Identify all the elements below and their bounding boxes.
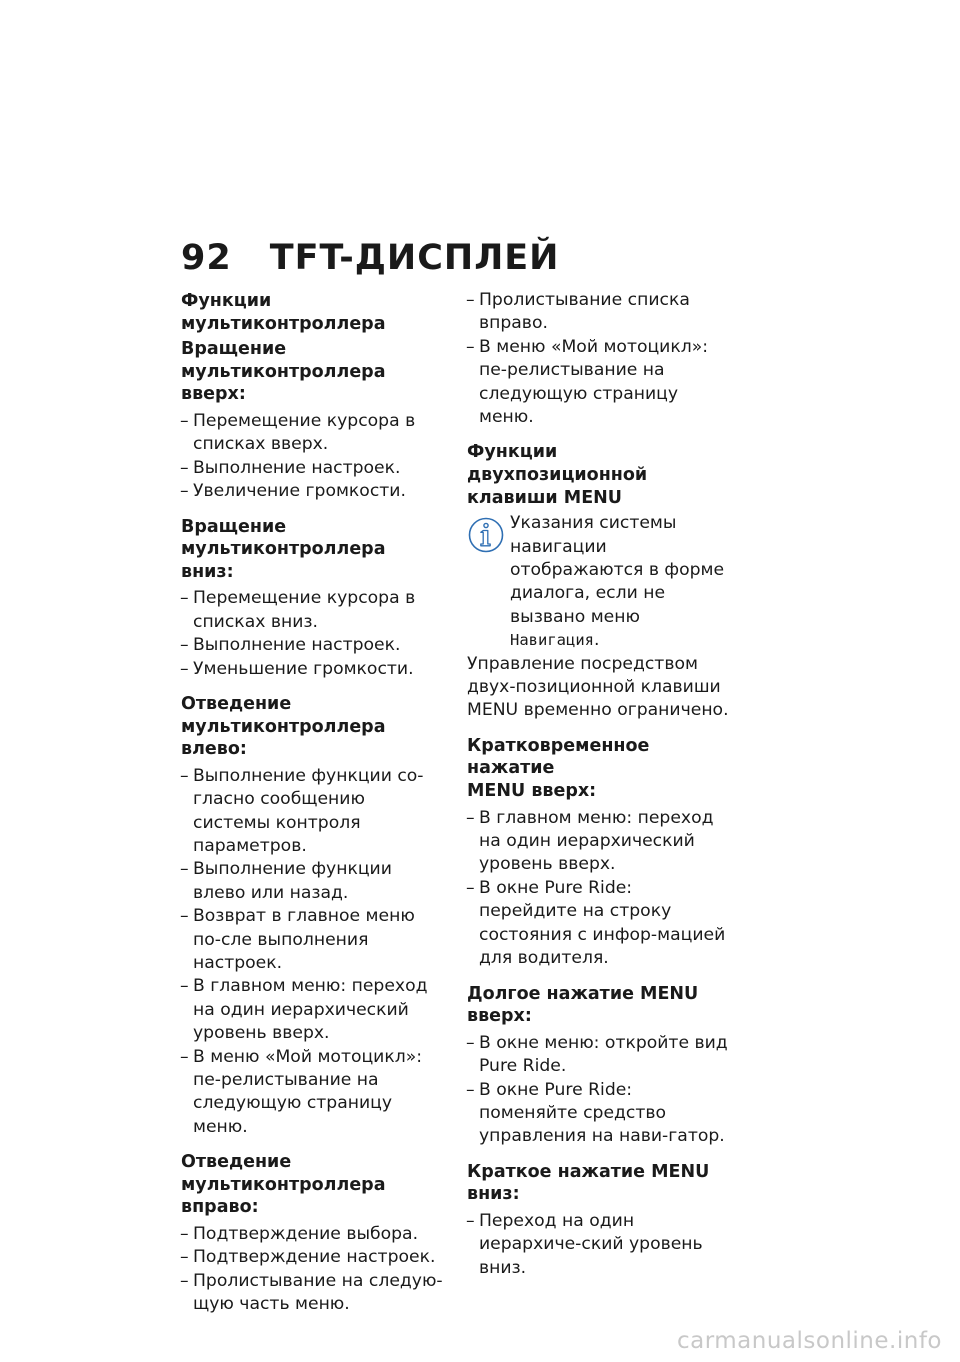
list-item: – В меню «Мой мотоцикл»: пе-релистывание на следующую страницу меню. xyxy=(467,336,729,430)
bullet-list xyxy=(181,587,443,681)
list-item: – В окне Pure Ride: перейдите на строку состояния с инфор-мацией для водителя. xyxy=(467,877,729,971)
note-text: Указания системы навигации отображаются в форме диалога, если не вызвано меню xyxy=(510,513,725,627)
list-item: – Возврат в главное меню по-сле выполнения настроек. xyxy=(181,905,443,975)
right-column xyxy=(467,290,729,1280)
list-item: – Пролистывание на следую-щую часть меню. xyxy=(181,1270,443,1317)
list-item: – В главном меню: переход на один иерархический уровень вверх. xyxy=(181,975,443,1045)
list-item: – В главном меню: переход на один иерархический уровень вверх. xyxy=(467,807,729,877)
list-item: – Пролистывание списка вправо. xyxy=(467,289,729,336)
section-heading: Вращение мультиконтроллера вверх: xyxy=(181,339,386,405)
list-item: – Переход на один иерархиче-ский уровень вниз. xyxy=(467,1210,729,1280)
info-icon xyxy=(467,514,505,554)
bullet-list xyxy=(181,410,443,504)
list-item: – Перемещение курсора в списках вверх. xyxy=(181,410,443,457)
bullet-list xyxy=(181,765,443,1140)
section-heading: Краткое нажатие MENU вниз: xyxy=(467,1161,710,1205)
section-heading: Отведение мультиконтроллера вправо: xyxy=(181,1152,386,1218)
list-item: – Выполнение настроек. xyxy=(181,457,443,480)
section-heading: Вращение мультиконтроллера вниз: xyxy=(181,516,386,582)
note-paragraph: Управление посредством двух-позиционной клавиши MENU временно ограничено. xyxy=(467,653,729,721)
section-heading: Функции двухпозиционной клавиши MENU xyxy=(467,442,648,508)
page-number: 92 xyxy=(181,238,232,278)
left-column xyxy=(181,290,443,1317)
list-item: – Выполнение функции со-гласно сообщению системы контроля параметров. xyxy=(181,765,443,859)
page-header xyxy=(181,238,559,278)
info-note: Указания системы навигации отображаются в форме диалога, если не вызвано меню Навигация. xyxy=(467,512,729,652)
list-item: – Выполнение функции влево или назад. xyxy=(181,858,443,905)
list-item: – Подтверждение выбора. xyxy=(181,1223,443,1246)
section-heading: Кратковременное нажатие MENU вверх: xyxy=(467,735,650,802)
section-heading: Долгое нажатие MENU вверх: xyxy=(467,983,699,1027)
list-item: – В окне меню: откройте вид Pure Ride. xyxy=(467,1032,729,1079)
list-item: – В окне Pure Ride: поменяйте средство управления на нави-гатор. xyxy=(467,1079,729,1149)
bullet-list xyxy=(467,1032,729,1149)
list-item: – Выполнение настроек. xyxy=(181,634,443,657)
bullet-list xyxy=(467,1210,729,1280)
bullet-list xyxy=(181,1223,443,1317)
watermark: carmanualsonline.info xyxy=(676,1328,942,1354)
section-heading: Отведение мультиконтроллера влево: xyxy=(181,694,386,760)
chapter-title: TFT-ДИСПЛЕЙ xyxy=(269,238,560,278)
bullet-list xyxy=(467,289,729,429)
list-item: – В меню «Мой мотоцикл»: пе-релистывание на следующую страницу меню. xyxy=(181,1046,443,1140)
list-item: – Перемещение курсора в списках вниз. xyxy=(181,587,443,634)
list-item: – Подтверждение настроек. xyxy=(181,1246,443,1269)
bullet-list xyxy=(467,807,729,971)
section-heading: Функции мультиконтроллера xyxy=(181,291,386,334)
menu-name: Навигация xyxy=(510,631,594,650)
list-item: – Увеличение громкости. xyxy=(181,480,443,503)
list-item: – Уменьшение громкости. xyxy=(181,658,443,681)
